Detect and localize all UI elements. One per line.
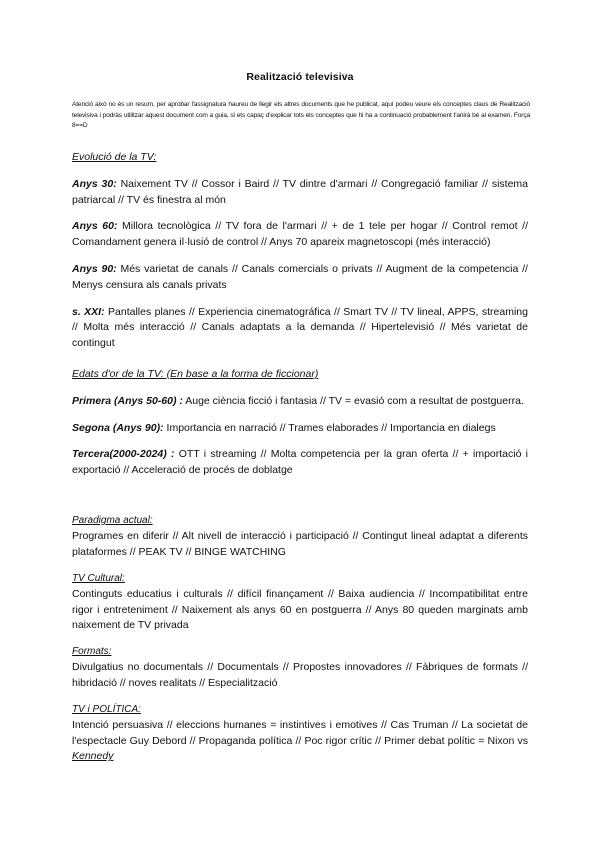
section-heading: Formats: [72, 646, 112, 657]
section-heading: Evolució de la TV: [72, 151, 157, 163]
para-text: Millora tecnològica // TV fora de l'armari // + de 1 tele per hogar // Control remot // Comandament genera il·lusió de control // Anys 70 apareix magnetoscopi (més interacció) [72, 220, 528, 249]
para-lead: Anys 30: [72, 177, 117, 190]
para-lead: s. XXI: [72, 305, 105, 318]
section-text [72, 718, 528, 765]
section-tv-politica [72, 702, 528, 765]
para-lead: Segona (Anys 90): [72, 421, 164, 434]
section-paradigma [72, 513, 528, 560]
section-heading: Edats d'or de la TV: (En base a la forma de ficcionar) [72, 368, 319, 380]
section-heading: TV i POLÍTICA: [72, 704, 141, 715]
para-text: Més varietat de canals // Canals comercials o privats // Augment de la competencia // Menys censura als canals privats [72, 262, 528, 291]
kennedy-link-text: Kennedy [72, 750, 114, 763]
section-heading: Paradigma actual: [72, 515, 153, 526]
paragraph-s-xxi [72, 305, 528, 352]
para-text: Naixement TV // Cossor i Baird // TV dintre d'armari // Congregació familiar // sistema patriarcal // TV és finestra al món [72, 177, 528, 206]
paragraph-anys-60 [72, 219, 528, 251]
notice-paragraph: Atenció això no és un resum, per aprobar l'assignatura haureu de llegir els altres documents que he publicat, aquí podeu veure els conceptes claus de Realització televisiva i podràs utilitzar aquest document com a guia, si ets capaç d'explicar tots els conceptes que hi ha a continuació probablement t'anirà bé al examen. Força 8==D [72, 101, 530, 129]
document-title: Realització televisiva [246, 71, 354, 83]
para-text: OTT i streaming // Molta competencia per la gran oferta // + importació i exportació // Acceleració de procés de doblatge [72, 448, 528, 477]
paragraph-anys-90 [72, 262, 528, 294]
section-edats-or [72, 367, 528, 479]
section-text: Continguts educatius i culturals // difícil finançament // Baixa audiencia // Incompatibilitat entre rigor i entreteniment // Naixement als anys 60 en postguerra // Anys 80 queden marginats amb naixement de TV privada [72, 587, 528, 632]
para-text: Pantalles planes // Experiencia cinematográfica // Smart TV // TV lineal, APPS, streaming // Molta més interacció // Canals adaptats a la demanda // Hipertelevisió // Més varietat de contingut [72, 305, 528, 350]
para-text: Auge ciència ficció i fantasia // TV = evasió com a resultat de postguerra. [182, 394, 524, 407]
para-lead: Anys 90: [72, 262, 117, 275]
section-tv-cultural [72, 571, 528, 634]
paragraph-tercera [72, 447, 528, 479]
paragraph-segona [72, 421, 528, 437]
section-heading: TV Cultural: [72, 573, 125, 584]
section-text: Divulgatius no documentals // Documentals // Propostes innovadores // Fàbriques de formats // hibridació // noves realitats // Especialització [72, 660, 528, 689]
section-text: Programes en diferir // Alt nivell de interacció i participació // Contingut lineal adaptat a diferents plataformes // PEAK TV // BINGE WATCHING [72, 529, 528, 558]
section-formats [72, 644, 528, 691]
paragraph-anys-30 [72, 177, 528, 209]
section-evolucio [72, 150, 528, 352]
para-text: Intenció persuasiva // eleccions humanes = instintives i emotives // Cas Truman // La societat de l'espectacle Guy Debord // Propaganda política // Poc rigor crític // Primer debat polític = Nixon vs [72, 718, 528, 747]
paragraph-primera [72, 394, 528, 410]
para-lead: Primera (Anys 50-60) : [72, 394, 183, 407]
para-lead: Tercera(2000-2024) : [72, 448, 175, 461]
para-text: Importancia en narració // Trames elaborades // Importancia en dialegs [163, 421, 496, 434]
para-lead: Anys 60: [72, 220, 118, 233]
